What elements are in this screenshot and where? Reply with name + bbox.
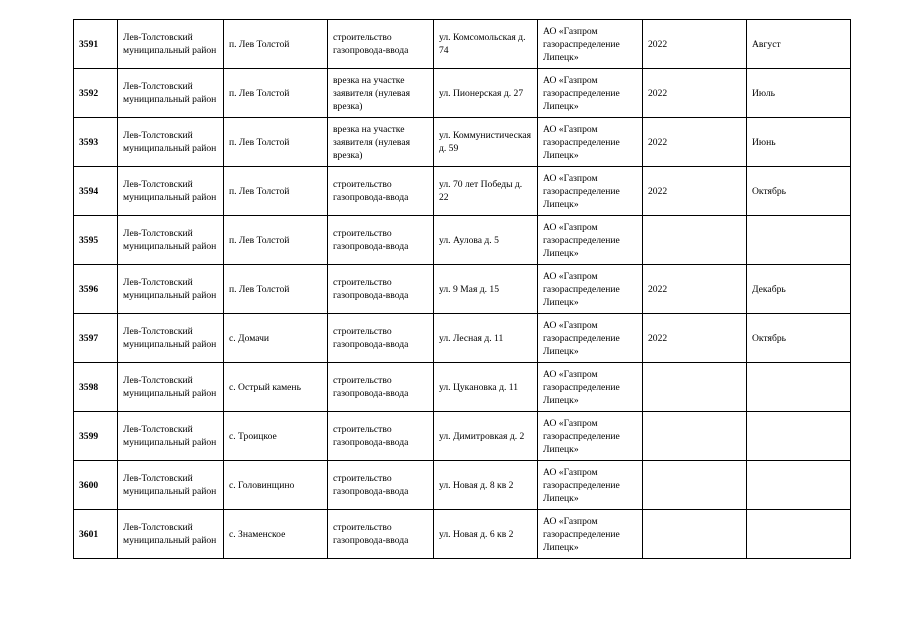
organization-cell: АО «Газпром газораспределение Липецк» — [538, 363, 643, 412]
locality-cell: п. Лев Толстой — [224, 20, 328, 69]
organization-cell: АО «Газпром газораспределение Липецк» — [538, 20, 643, 69]
district-cell: Лев-Толстовский муниципальный район — [118, 216, 224, 265]
district-cell: Лев-Толстовский муниципальный район — [118, 118, 224, 167]
address-cell: ул. Аулова д. 5 — [434, 216, 538, 265]
district-cell: Лев-Толстовский муниципальный район — [118, 461, 224, 510]
year-cell — [643, 216, 747, 265]
work-type-cell: строительство газопровода-ввода — [328, 265, 434, 314]
month-cell: Июнь — [747, 118, 851, 167]
month-cell — [747, 216, 851, 265]
month-cell: Июль — [747, 69, 851, 118]
table-row — [74, 510, 851, 559]
row-number: 3599 — [74, 412, 118, 461]
year-cell: 2022 — [643, 167, 747, 216]
address-cell: ул. Новая д. 6 кв 2 — [434, 510, 538, 559]
table-row — [74, 363, 851, 412]
month-cell — [747, 412, 851, 461]
district-cell: Лев-Толстовский муниципальный район — [118, 510, 224, 559]
year-cell: 2022 — [643, 20, 747, 69]
table-row — [74, 216, 851, 265]
month-cell: Октябрь — [747, 167, 851, 216]
work-type-cell: строительство газопровода-ввода — [328, 20, 434, 69]
row-number: 3601 — [74, 510, 118, 559]
year-cell — [643, 412, 747, 461]
year-cell: 2022 — [643, 265, 747, 314]
locality-cell: с. Домачи — [224, 314, 328, 363]
locality-cell: п. Лев Толстой — [224, 69, 328, 118]
address-cell: ул. Димитровкая д. 2 — [434, 412, 538, 461]
gas-connection-table — [73, 19, 851, 559]
year-cell — [643, 461, 747, 510]
district-cell: Лев-Толстовский муниципальный район — [118, 167, 224, 216]
organization-cell: АО «Газпром газораспределение Липецк» — [538, 216, 643, 265]
row-number: 3591 — [74, 20, 118, 69]
work-type-cell: врезка на участке заявителя (нулевая врезка) — [328, 69, 434, 118]
work-type-cell: строительство газопровода-ввода — [328, 167, 434, 216]
address-cell: ул. Новая д. 8 кв 2 — [434, 461, 538, 510]
work-type-cell: строительство газопровода-ввода — [328, 510, 434, 559]
locality-cell: с. Острый камень — [224, 363, 328, 412]
locality-cell: п. Лев Толстой — [224, 167, 328, 216]
address-cell: ул. Пионерская д. 27 — [434, 69, 538, 118]
year-cell — [643, 363, 747, 412]
row-number: 3597 — [74, 314, 118, 363]
table-row — [74, 69, 851, 118]
organization-cell: АО «Газпром газораспределение Липецк» — [538, 314, 643, 363]
organization-cell: АО «Газпром газораспределение Липецк» — [538, 265, 643, 314]
locality-cell: п. Лев Толстой — [224, 265, 328, 314]
table-row — [74, 461, 851, 510]
organization-cell: АО «Газпром газораспределение Липецк» — [538, 461, 643, 510]
work-type-cell: строительство газопровода-ввода — [328, 461, 434, 510]
work-type-cell: врезка на участке заявителя (нулевая врезка) — [328, 118, 434, 167]
table-row — [74, 314, 851, 363]
work-type-cell: строительство газопровода-ввода — [328, 216, 434, 265]
table-row — [74, 265, 851, 314]
locality-cell: с. Знаменское — [224, 510, 328, 559]
locality-cell: с. Головинщино — [224, 461, 328, 510]
work-type-cell: строительство газопровода-ввода — [328, 412, 434, 461]
address-cell: ул. Комсомольская д. 74 — [434, 20, 538, 69]
address-cell: ул. Цукановка д. 11 — [434, 363, 538, 412]
locality-cell: п. Лев Толстой — [224, 118, 328, 167]
organization-cell: АО «Газпром газораспределение Липецк» — [538, 167, 643, 216]
work-type-cell: строительство газопровода-ввода — [328, 363, 434, 412]
row-number: 3596 — [74, 265, 118, 314]
address-cell: ул. 70 лет Победы д. 22 — [434, 167, 538, 216]
year-cell: 2022 — [643, 314, 747, 363]
row-number: 3593 — [74, 118, 118, 167]
organization-cell: АО «Газпром газораспределение Липецк» — [538, 412, 643, 461]
table-row — [74, 412, 851, 461]
month-cell — [747, 363, 851, 412]
organization-cell: АО «Газпром газораспределение Липецк» — [538, 118, 643, 167]
locality-cell: п. Лев Толстой — [224, 216, 328, 265]
district-cell: Лев-Толстовский муниципальный район — [118, 20, 224, 69]
table-row — [74, 118, 851, 167]
district-cell: Лев-Толстовский муниципальный район — [118, 69, 224, 118]
table-row — [74, 167, 851, 216]
month-cell: Декабрь — [747, 265, 851, 314]
row-number: 3600 — [74, 461, 118, 510]
year-cell: 2022 — [643, 118, 747, 167]
table-row — [74, 20, 851, 69]
district-cell: Лев-Толстовский муниципальный район — [118, 363, 224, 412]
year-cell — [643, 510, 747, 559]
work-type-cell: строительство газопровода-ввода — [328, 314, 434, 363]
district-cell: Лев-Толстовский муниципальный район — [118, 412, 224, 461]
row-number: 3594 — [74, 167, 118, 216]
row-number: 3598 — [74, 363, 118, 412]
address-cell: ул. Коммунистическая д. 59 — [434, 118, 538, 167]
address-cell: ул. 9 Мая д. 15 — [434, 265, 538, 314]
locality-cell: с. Троицкое — [224, 412, 328, 461]
month-cell: Октябрь — [747, 314, 851, 363]
month-cell — [747, 461, 851, 510]
table-body — [74, 20, 851, 559]
row-number: 3595 — [74, 216, 118, 265]
year-cell: 2022 — [643, 69, 747, 118]
address-cell: ул. Лесная д. 11 — [434, 314, 538, 363]
organization-cell: АО «Газпром газораспределение Липецк» — [538, 69, 643, 118]
row-number: 3592 — [74, 69, 118, 118]
month-cell: Август — [747, 20, 851, 69]
district-cell: Лев-Толстовский муниципальный район — [118, 314, 224, 363]
district-cell: Лев-Толстовский муниципальный район — [118, 265, 224, 314]
month-cell — [747, 510, 851, 559]
organization-cell: АО «Газпром газораспределение Липецк» — [538, 510, 643, 559]
